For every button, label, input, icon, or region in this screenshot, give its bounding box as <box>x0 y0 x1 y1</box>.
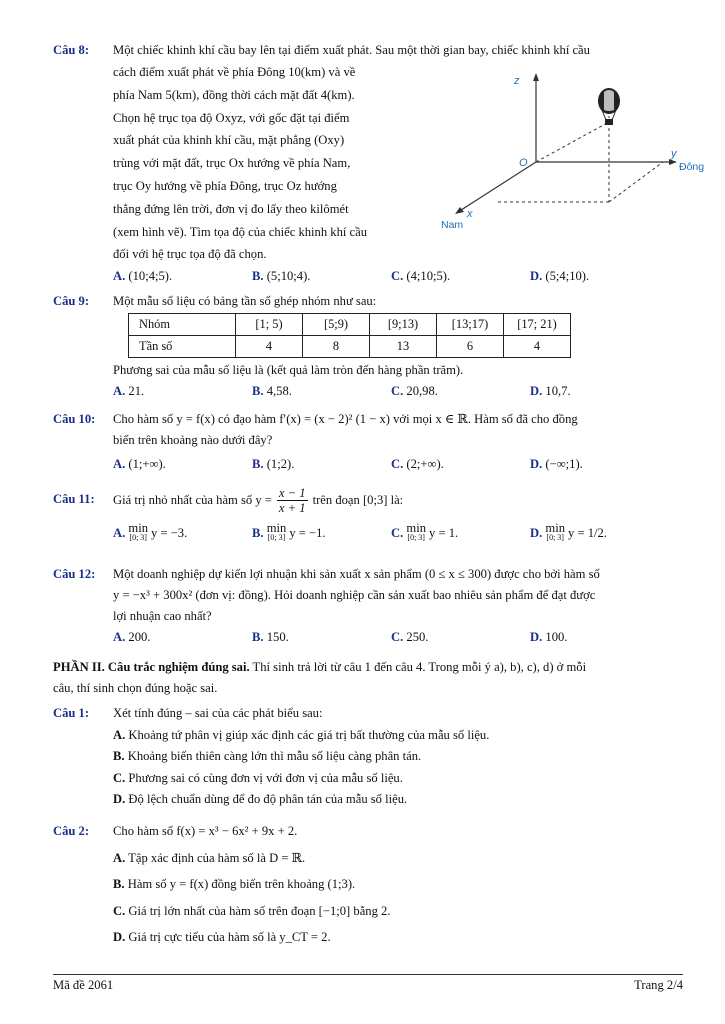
statement-text: Khoảng biến thiên càng lớn thì mẫu số liệu càng phân tán. <box>127 749 422 763</box>
frequency-table <box>128 313 571 358</box>
option-text: (5;4;10). <box>545 269 590 284</box>
option-key: D. <box>530 630 543 644</box>
question-10 <box>53 409 683 475</box>
min-operator: min [0; 3] <box>406 521 426 542</box>
origin-label: O <box>519 157 528 169</box>
option-text: 100. <box>545 630 568 644</box>
answer-options <box>113 454 683 475</box>
answer-option[interactable] <box>530 381 669 402</box>
option-text: 250. <box>406 630 429 644</box>
statement-text: Giá trị cực tiểu của hàm số là y_CT = 2. <box>128 930 331 944</box>
statement-key: C. <box>113 903 126 918</box>
part2-question-1 <box>53 703 683 811</box>
part-2-heading: PHẦN II. Câu trắc nghiệm đúng sai. Thí sinh trả lời từ câu 1 đến câu 4. Trong mỗi ý a), b), c), d) ở mỗi câu, thí sinh chọn đúng hoặc sai. <box>53 660 587 695</box>
answer-option[interactable] <box>252 454 391 475</box>
question-12 <box>53 564 683 648</box>
answer-option[interactable] <box>391 381 530 402</box>
option-text: (1;+∞). <box>128 457 166 471</box>
statement-key: A. <box>113 727 126 742</box>
option-key: A. <box>113 457 126 471</box>
text-line: Chọn hệ trục tọa độ Oxyz, với gốc đặt tại điểm <box>113 110 350 125</box>
statement-key: B. <box>113 749 125 763</box>
table-header: Nhóm <box>129 314 236 336</box>
answer-option[interactable] <box>530 454 669 475</box>
statement-item <box>113 871 683 898</box>
z-label: z <box>514 75 520 87</box>
question-label: Câu 10: <box>53 412 96 426</box>
part2-question-2 <box>53 818 683 951</box>
option-key: B. <box>252 269 264 284</box>
question-text: Cho hàm số y = f(x) có đạo hàm f′(x) = (x − 2)² (1 − x) với mọi x ∈ ℝ. Hàm số đã cho đồng <box>113 412 578 426</box>
question-text: Giá trị nhỏ nhất của hàm số y = $\frac{x - 1}{x + 1}$ trên đoạn [0;3] là: <box>113 486 404 515</box>
option-key: C. <box>391 457 404 471</box>
min-operator: min [0; 3] <box>266 521 287 542</box>
statement-text: Khoảng tứ phân vị giúp xác định các giá trị bất thường của mẫu số liệu. <box>128 727 490 742</box>
answer-option[interactable] <box>530 266 669 287</box>
answer-option[interactable] <box>530 523 669 544</box>
statement-item <box>113 924 683 951</box>
statement-text: Hàm số y = f(x) đồng biến trên khoảng (1;3). <box>127 877 356 891</box>
option-text: y = −1. <box>289 526 326 540</box>
answer-option[interactable] <box>391 454 530 475</box>
question-9 <box>53 291 683 402</box>
x-label: x <box>467 208 473 220</box>
statement-list <box>113 845 683 951</box>
min-operator: min [0; 3] <box>128 521 148 542</box>
answer-options <box>113 627 683 648</box>
option-text: 10,7. <box>545 384 571 398</box>
option-text: (−∞;1). <box>545 457 583 471</box>
option-key: A. <box>113 384 126 398</box>
text-line: đối với hệ trục tọa độ đã chọn. <box>113 247 267 262</box>
min-operator: min [0; 3] <box>545 521 565 542</box>
question-label: Câu 2: <box>53 824 90 838</box>
answer-option[interactable] <box>252 381 391 402</box>
text-line: trùng với mặt đất, trục Ox hướng về phía Nam, <box>113 156 351 171</box>
south-label: Nam <box>441 219 464 231</box>
question-label: Câu 1: <box>53 706 90 720</box>
question-text-2: biến trên khoảng nào dưới đây? <box>113 433 273 447</box>
option-key: B. <box>252 457 264 471</box>
answer-option[interactable] <box>252 266 391 287</box>
option-key: B. <box>252 526 264 540</box>
statement-text: Giá trị lớn nhất của hàm số trên đoạn [−1;0] bằng 2. <box>128 903 391 918</box>
option-text: 200. <box>128 630 151 644</box>
answer-option[interactable] <box>252 627 391 648</box>
question-8 <box>53 40 705 287</box>
answer-option[interactable] <box>113 381 252 402</box>
question-wrapped-text <box>113 61 413 266</box>
statement-text: Tập xác định của hàm số là D = ℝ. <box>128 850 306 865</box>
table-cell: [5;9) <box>303 314 370 336</box>
option-text: (10;4;5). <box>128 269 173 284</box>
statement-text: Phương sai có cùng đơn vị với đơn vị của mẫu số liệu. <box>128 770 403 785</box>
answer-option[interactable] <box>252 523 391 544</box>
option-key: C. <box>391 269 404 284</box>
option-text: 21. <box>128 384 145 398</box>
page-number: Trang 2/4 <box>634 978 683 992</box>
table-cell: 13 <box>370 336 437 358</box>
question-label: Câu 11: <box>53 492 95 506</box>
statement-key: D. <box>113 930 126 944</box>
answer-option[interactable] <box>391 523 530 544</box>
option-key: D. <box>530 384 543 398</box>
option-text: y = −3. <box>151 526 188 540</box>
question-11 <box>53 486 683 544</box>
statement-item <box>113 898 683 925</box>
answer-option[interactable] <box>113 627 252 648</box>
text-line: xuất phát của khinh khí cầu, mặt phẳng (Oxy) <box>113 133 345 148</box>
statement-list <box>113 725 683 811</box>
answer-options <box>113 523 683 544</box>
x-arrow <box>455 207 464 214</box>
option-key: D. <box>530 269 543 284</box>
option-key: A. <box>113 526 126 540</box>
answer-options <box>113 381 683 402</box>
option-key: B. <box>252 384 264 398</box>
statement-item <box>113 725 683 747</box>
option-key: C. <box>391 384 404 398</box>
text-line: trục Oy hướng về phía Đông, trục Oz hướng <box>113 178 337 193</box>
text-line: cách điểm xuất phát về phía Đông 10(km) và về <box>113 65 356 79</box>
y-label: y <box>671 148 677 160</box>
option-text: y = 1. <box>429 526 459 540</box>
answer-option[interactable] <box>391 266 530 287</box>
option-key: C. <box>391 526 404 540</box>
question-text-3: lợi nhuận cao nhất? <box>113 609 212 623</box>
option-text: 150. <box>266 630 289 644</box>
statement-item <box>113 768 683 790</box>
question-label: Câu 12: <box>53 567 96 581</box>
z-arrow <box>533 73 539 81</box>
option-text: (4;10;5). <box>406 269 451 284</box>
statement-item <box>113 845 683 872</box>
option-text: (2;+∞). <box>406 457 444 471</box>
question-text: Cho hàm số f(x) = x³ − 6x² + 9x + 2. <box>113 824 298 838</box>
footer-divider <box>53 974 683 975</box>
table-row <box>129 336 571 358</box>
balloon-axes-figure <box>423 62 705 252</box>
hot-air-balloon-icon <box>598 88 620 125</box>
option-key: D. <box>530 457 543 471</box>
table-cell: [1; 5) <box>236 314 303 336</box>
answer-option[interactable] <box>530 627 669 648</box>
option-key: D. <box>530 526 543 540</box>
question-prompt: Phương sai của mẫu số liệu là (kết quả làm tròn đến hàng phần trăm). <box>113 363 464 377</box>
option-text: 20,98. <box>406 384 438 398</box>
statement-item <box>113 746 683 768</box>
answer-option[interactable] <box>113 523 252 544</box>
option-key: B. <box>252 630 264 644</box>
option-text: y = 1/2. <box>568 526 607 540</box>
option-text: (5;10;4). <box>266 269 311 284</box>
option-key: C. <box>391 630 404 644</box>
table-row <box>129 314 571 336</box>
question-text: Một mẫu số liệu có bảng tần số ghép nhóm như sau: <box>113 294 377 308</box>
east-label: Đông <box>679 161 705 173</box>
statement-key: C. <box>113 770 126 785</box>
table-cell: [13;17) <box>437 314 504 336</box>
option-text: (1;2). <box>266 457 295 471</box>
statement-item <box>113 789 683 811</box>
statement-key: A. <box>113 850 126 865</box>
answer-option[interactable] <box>391 627 530 648</box>
question-text: Xét tính đúng – sai của các phát biểu sau: <box>113 706 323 720</box>
text-line: phía Nam 5(km), đồng thời cách mặt đất 4(km). <box>113 87 355 102</box>
exam-code: Mã đề 2061 <box>53 978 114 992</box>
fraction: $\frac{x - 1}{x + 1}$ <box>278 486 306 515</box>
answer-options <box>113 266 683 287</box>
question-text: Một chiếc khinh khí cầu bay lên tại điểm xuất phát. Sau một thời gian bay, chiếc khinh khí cầu cách điểm xuất phát về phía Đông 10(km) và về phía Nam 5(km), đồng thời cách mặt đất 4(km). Chọn hệ trục tọa độ Oxyz, với gốc đặt tại điểm xuất phát của khinh khí cầu, mặt phẳng (Oxy) trùng với mặt đất, trục Ox hướng về phía Nam, trục Oy hướng về phía Đông, trục Oz hướng thẳng đứng lên trời, đơn vị đo lấy theo kilômét (xem hình vẽ). Tìm tọa độ của chiếc khinh khí cầu đối với hệ trục tọa độ đã chọn. <box>113 40 683 266</box>
option-text: 4,58. <box>266 384 292 398</box>
question-label: Câu 8: <box>53 43 90 57</box>
statement-key: B. <box>113 877 125 891</box>
table-cell: [9;13) <box>370 314 437 336</box>
answer-option[interactable] <box>113 266 252 287</box>
option-key: A. <box>113 630 126 644</box>
question-text-2: y = −x³ + 300x² (đơn vị: đồng). Hỏi doanh nghiệp cần sản xuất bao nhiêu sản phẩm để đạt được <box>113 588 596 602</box>
table-header: Tần số <box>129 336 236 358</box>
table-cell: 4 <box>504 336 571 358</box>
table-cell: [17; 21) <box>504 314 571 336</box>
text-line: thẳng đứng lên trời, đơn vị đo lấy theo kilômét <box>113 201 349 216</box>
statement-key: D. <box>113 792 126 806</box>
statement-text: Độ lệch chuẩn dùng để đo độ phân tán của mẫu số liệu. <box>128 792 408 806</box>
answer-option[interactable] <box>113 454 252 475</box>
table-cell: 8 <box>303 336 370 358</box>
table-cell: 6 <box>437 336 504 358</box>
question-text: Một doanh nghiệp dự kiến lợi nhuận khi sản xuất x sản phẩm (0 ≤ x ≤ 300) được cho bởi hàm số <box>113 567 600 581</box>
table-cell: 4 <box>236 336 303 358</box>
question-label: Câu 9: <box>53 294 90 308</box>
option-key: A. <box>113 269 126 284</box>
x-axis <box>458 162 536 212</box>
text-line: (xem hình vẽ). Tìm tọa độ của chiếc khinh khí cầu <box>113 224 368 239</box>
